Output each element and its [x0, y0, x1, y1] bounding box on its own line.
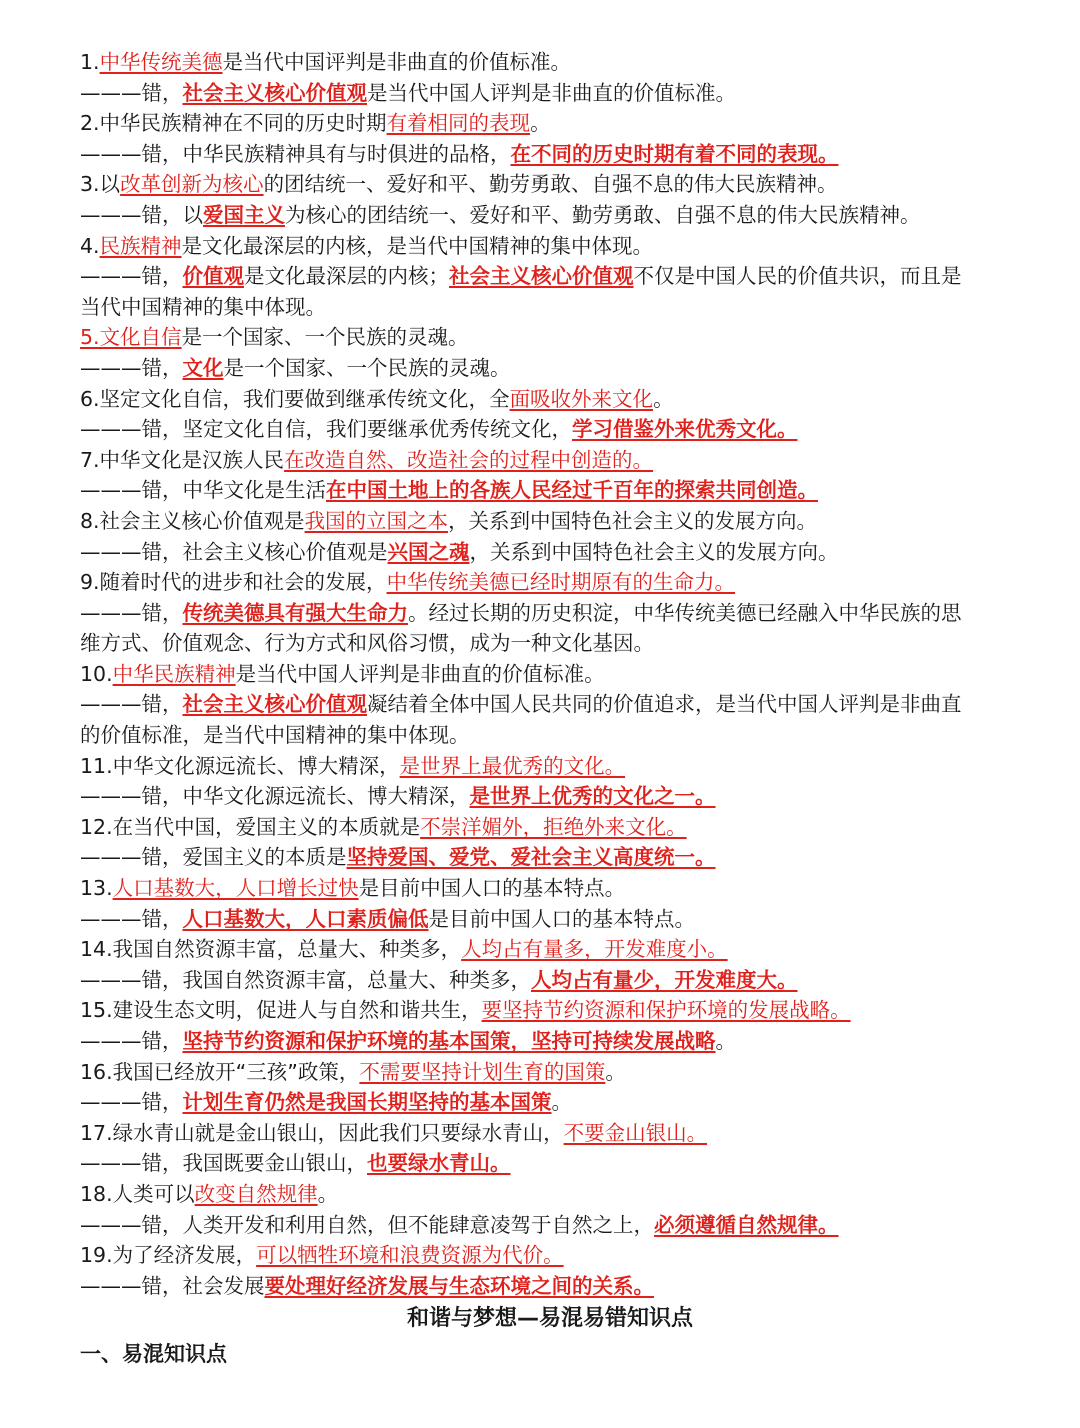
text-segment: 4.: [80, 233, 100, 258]
text-segment: ———错，我国既要金山银山，: [80, 1151, 367, 1176]
highlighted-text: 社会主义核心价值观: [449, 264, 634, 289]
highlighted-text: 也要绿水青山。: [367, 1151, 511, 1176]
text-segment: 10.: [80, 661, 113, 686]
highlighted-text: 价值观: [182, 264, 244, 289]
text-segment: 7.中华文化是汉族人民: [80, 447, 285, 472]
text-segment: 。: [715, 1029, 736, 1053]
text-segment: 。: [605, 1059, 626, 1084]
text-line: [80, 1118, 1020, 1149]
page-title: 和谐与梦想—易混易错知识点: [406, 1306, 693, 1332]
text-segment: 当代中国精神的集中体现。: [80, 294, 326, 319]
text-segment: ———错，中华民族精神具有与时俱进的品格，: [80, 141, 511, 166]
text-line: [80, 751, 1020, 782]
text-line: [80, 1148, 1020, 1179]
highlighted-text: 兴国之魂: [387, 539, 470, 564]
text-line: [80, 812, 1020, 843]
text-segment: ———错，社会发展: [80, 1273, 265, 1298]
text-line: [80, 720, 1020, 751]
highlighted-text: 改革创新为核心: [120, 172, 264, 197]
text-line: [80, 934, 1020, 965]
highlighted-text: 中华传统美德已经时期原有的生命力。: [386, 570, 736, 595]
text-segment: ———错，坚定文化自信，我们要继承优秀传统文化，: [80, 417, 572, 442]
text-line: [80, 139, 1020, 170]
text-segment: ———错，: [80, 264, 183, 289]
text-line: [80, 78, 1020, 109]
highlighted-text: 中华传统美德: [99, 50, 223, 74]
text-segment: ———错，中华文化源远流长、博大精深，: [80, 784, 470, 809]
text-line: [80, 567, 1020, 598]
text-line: [80, 598, 1020, 629]
text-line: [80, 445, 1020, 476]
text-line: [80, 1026, 1020, 1057]
text-segment: ，关系到中国特色社会主义的发展方向。: [448, 508, 818, 533]
text-segment: 不仅是中国人民的价值共识，而且是: [633, 264, 962, 289]
text-segment: 13.: [80, 876, 113, 901]
highlighted-text: 改变自然规律: [194, 1181, 318, 1206]
text-segment: ，关系到中国特色社会主义的发展方向。: [469, 539, 839, 564]
highlighted-text: 爱国主义: [203, 202, 285, 227]
highlighted-text: 坚持爱国、爱党、爱社会主义高度统一。: [346, 845, 716, 870]
highlighted-text: 在中国土地上的各族人民经过千百年的探索共同创造。: [326, 478, 818, 503]
text-segment: ———错，: [80, 1090, 183, 1115]
highlighted-text: 中华民族精神: [112, 661, 236, 686]
highlighted-text: 人均占有量多，开发难度小。: [461, 937, 728, 962]
text-line: [80, 1057, 1020, 1088]
text-line: [80, 292, 1020, 323]
text-segment: 是文化最深层的内核；: [244, 264, 449, 289]
text-line: [80, 414, 1020, 445]
text-line: [80, 384, 1020, 415]
highlighted-text: 人口基数大，人口增长过快: [112, 876, 359, 901]
text-line: [80, 659, 1020, 690]
text-segment: 3.以: [80, 172, 121, 197]
highlighted-text: 民族精神: [99, 233, 182, 258]
text-segment: 14.我国自然资源丰富，总量大、种类多，: [80, 937, 462, 962]
text-segment: 为核心的团结统一、爱好和平、勤劳勇敢、自强不息的伟大民族精神。: [285, 202, 921, 227]
text-line: [80, 1179, 1020, 1210]
highlighted-text: 必须遵循自然规律。: [654, 1212, 839, 1237]
text-segment: 。经过长期的历史积淀，中华传统美德已经融入中华民族的思: [408, 600, 962, 625]
text-segment: 的价值标准，是当代中国精神的集中体现。: [80, 723, 470, 748]
text-segment: ———错，: [80, 692, 183, 717]
text-line: [80, 537, 1020, 568]
text-line: [80, 261, 1020, 292]
highlighted-text: 社会主义核心价值观: [182, 80, 367, 105]
text-line: [80, 108, 1020, 139]
text-segment: 8.社会主义核心价值观是: [80, 508, 305, 533]
text-line: [80, 965, 1020, 996]
text-segment: 的团结统一、爱好和平、勤劳勇敢、自强不息的伟大民族精神。: [263, 172, 838, 197]
text-line: [80, 842, 1020, 873]
text-segment: ———错，: [80, 600, 183, 625]
highlighted-text: 我国的立国之本: [304, 508, 449, 533]
text-segment: ———错，: [80, 355, 183, 380]
text-segment: ———错，: [80, 906, 183, 931]
highlighted-text: 文化: [182, 355, 224, 380]
text-segment: ———错，爱国主义的本质是: [80, 845, 347, 870]
highlighted-text: 在不同的历史时期有着不同的表现。: [510, 141, 839, 166]
highlighted-text: 要处理好经济发展与生态环境之间的关系。: [264, 1273, 654, 1298]
text-segment: ———错，: [80, 1029, 183, 1053]
answer-list: [80, 47, 1020, 1301]
text-line: [80, 231, 1020, 262]
highlighted-text: 可以牺牲环境和浪费资源为代价。: [256, 1243, 564, 1268]
text-line: [80, 781, 1020, 812]
text-segment: 17.绿水青山就是金山银山，因此我们只要绿水青山，: [80, 1120, 564, 1145]
text-line: [80, 689, 1020, 720]
highlighted-text: 不需要坚持计划生育的国策: [359, 1059, 606, 1084]
text-segment: 11.中华文化源远流长、博大精深，: [80, 753, 400, 778]
section-heading: 一、易混知识点: [80, 1342, 227, 1367]
highlighted-text: 传统美德具有强大生命力: [182, 600, 408, 625]
text-segment: 18.人类可以: [80, 1181, 195, 1206]
text-line: [80, 475, 1020, 506]
highlighted-text: 要坚持节约资源和保护环境的发展战略。: [481, 998, 851, 1023]
text-segment: 6.坚定文化自信，我们要做到继承传统文化，全: [80, 386, 510, 411]
highlighted-text: 5.文化自信: [80, 325, 182, 350]
text-segment: ———错，我国自然资源丰富，总量大、种类多，: [80, 967, 531, 992]
text-line: [80, 873, 1020, 904]
highlighted-text: 人口基数大，人口素质偏低: [182, 906, 429, 931]
text-line: [80, 47, 1020, 78]
text-line: [80, 506, 1020, 537]
text-segment: 是当代中国人评判是非曲直的价值标准。: [235, 661, 605, 686]
text-segment: 。: [317, 1181, 339, 1206]
highlighted-text: 在改造自然、改造社会的过程中创造的。: [284, 447, 654, 472]
text-line: [80, 200, 1020, 231]
text-line: [80, 1210, 1020, 1241]
highlighted-text: 不崇洋媚外，拒绝外来文化。: [420, 814, 687, 839]
text-segment: 维方式、价值观念、行为方式和风俗习惯，成为一种文化基因。: [80, 631, 654, 656]
text-segment: ———错，社会主义核心价值观是: [80, 539, 388, 564]
text-segment: 是当代中国人评判是非曲直的价值标准。: [367, 80, 736, 105]
text-line: [80, 1240, 1020, 1271]
text-segment: 是目前中国人口的基本特点。: [428, 906, 695, 931]
text-segment: ———错，人类开发和利用自然，但不能肆意凌驾于自然之上，: [80, 1212, 654, 1237]
highlighted-text: 坚持节约资源和保护环境的基本国策，坚持可持续发展战略: [182, 1029, 716, 1053]
text-segment: 19.为了经济发展，: [80, 1243, 257, 1268]
text-line: [80, 628, 1020, 659]
text-segment: 是一个国家、一个民族的灵魂。: [223, 355, 511, 380]
text-segment: 是当代中国评判是非曲直的价值标准。: [222, 50, 572, 74]
text-segment: ———错，以: [80, 202, 203, 227]
text-segment: 1.: [80, 50, 100, 74]
text-segment: 是目前中国人口的基本特点。: [358, 876, 626, 901]
text-line: [80, 353, 1020, 384]
highlighted-text: 是世界上最优秀的文化。: [399, 753, 626, 778]
text-segment: 是文化最深层的内核，是当代中国精神的集中体现。: [181, 233, 654, 258]
text-segment: 15.建设生态文明，促进人与自然和谐共生，: [80, 998, 482, 1023]
text-segment: 凝结着全体中国人民共同的价值追求，是当代中国人评判是非曲直: [367, 692, 962, 717]
text-segment: 。: [530, 111, 551, 136]
text-line: [80, 995, 1020, 1026]
text-line: [80, 904, 1020, 935]
highlighted-text: 社会主义核心价值观: [182, 692, 367, 717]
highlighted-text: 面吸收外来文化: [509, 386, 654, 411]
text-segment: ———错，中华文化是生活: [80, 478, 326, 503]
text-segment: 9.随着时代的进步和社会的发展，: [80, 570, 387, 595]
text-segment: ———错，: [80, 80, 183, 105]
text-segment: 。: [653, 386, 674, 411]
highlighted-text: 人均占有量少，开发难度大。: [531, 967, 798, 992]
text-segment: 12.在当代中国，爱国主义的本质就是: [80, 814, 421, 839]
text-segment: 。: [551, 1090, 572, 1115]
highlighted-text: 学习借鉴外来优秀文化。: [572, 417, 798, 442]
highlighted-text: 计划生育仍然是我国长期坚持的基本国策: [182, 1090, 552, 1115]
highlighted-text: 是世界上优秀的文化之一。: [469, 784, 716, 809]
text-line: [80, 169, 1020, 200]
text-line: [80, 322, 1020, 353]
text-line: [80, 1087, 1020, 1118]
highlighted-text: 不要金山银山。: [563, 1120, 708, 1145]
text-line: [80, 1271, 1020, 1302]
text-segment: 2.中华民族精神在不同的历史时期: [80, 111, 387, 136]
text-segment: 16.我国已经放开“三孩”政策，: [80, 1059, 360, 1084]
text-segment: 是一个国家、一个民族的灵魂。: [181, 325, 469, 350]
highlighted-text: 有着相同的表现: [386, 111, 531, 136]
